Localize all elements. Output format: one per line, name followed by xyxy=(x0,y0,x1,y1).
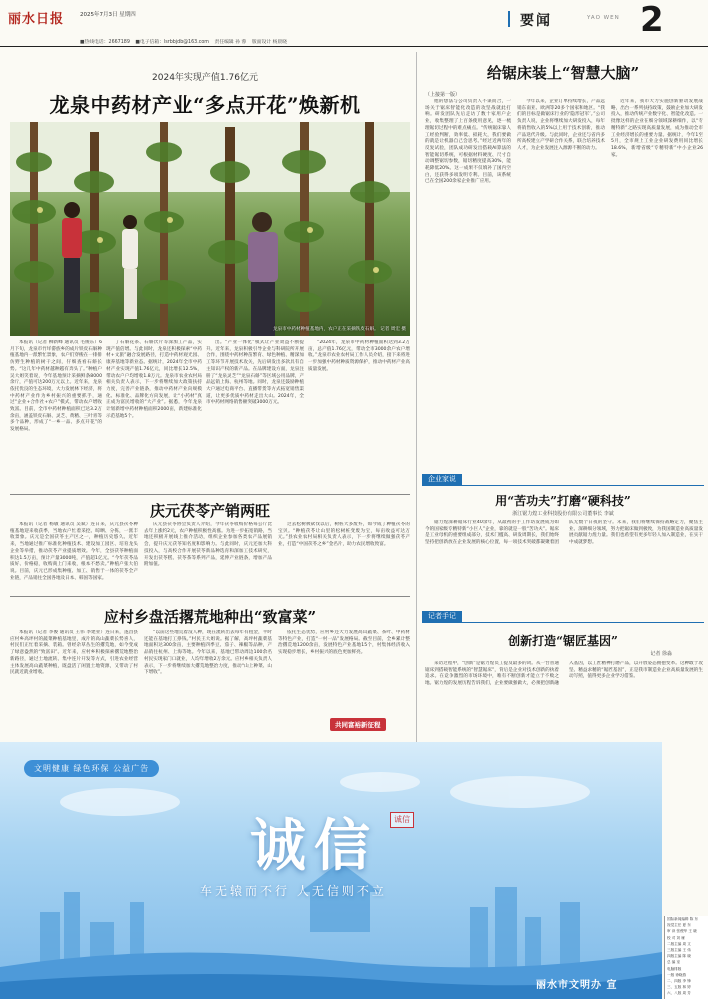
staff-item: 电脑排版 xyxy=(667,966,682,971)
right-headline: 给锯床装上“智慧大脑” xyxy=(486,64,640,82)
middle-rule-top xyxy=(10,494,410,495)
notes-body: 采访过程中，“创新”是锯力煌员工提及最多的词。从一台普通锯床到搭载智能系统的“智慧锯床”，背后是企业对技术创新的执着追求。在竞争激烈的市场环境中，唯有不断创新才能立于不败之地。锯力煌的发展历程告诉我们，企业要做强做大，必须把创新融入基因，以工匠精神打磨产品，以开放姿态拥抱变革。这种敢于攻坚、精益求精的“锯匠基因”，正是我市制造业企业高质量发展的生动写照，值得更多企业学习借鉴。 xyxy=(425,661,703,687)
staff-item: 国际新闻编辑 陈 东 xyxy=(667,917,699,921)
newspaper-logo: 丽水日报 xyxy=(8,12,65,27)
section-title-en: YAO WEN xyxy=(587,15,620,21)
notes-byline: 记者 徐淼 xyxy=(650,651,672,657)
ad-seal: 诚信 xyxy=(390,812,414,828)
staff-item: 二、四版 李 锋 xyxy=(667,979,691,984)
right-body-col2: 今年以来，企业订单持续增长，产品远销东南亚、欧洲等20多个国家和地区。“我们的目标是做锯床行业的‘隐形冠军’。”公司负责人说，企业将继续加大研发投入，每年将销售收入的5%以上用于技术创新，推动产品迭代升级。与此同时，企业还与省内多所高校建立产学研合作关系，联合培养技术人才，为企业发展注入源源不断的动力。 xyxy=(517,99,605,151)
staff-item: 一版 徐晓燕 xyxy=(667,972,687,977)
right-body-col3: 近年来，我市大力实施创新驱动发展战略，出台一系列扶持政策，鼓励企业加大研发投入，推动传统产业数字化、智能化改造。一批像这样的企业在细分领域深耕细作，以“专精特新”之路实现高质量发展，成为推动全市工业经济增长的重要力量。据统计，今年1至5月，全市规上工业企业研发费用同比增长18.6%，新增省级“专精特新”中小企业26家。 xyxy=(611,99,703,158)
section-divider-bar xyxy=(508,11,510,27)
section-title: 要闻 xyxy=(520,13,552,29)
lead-body-col3: 出。“产业一体化”模式让产业效益不断提升。近年来，龙泉积极引导企业与科研院所开展合作，围绕中药材种苗繁育、绿色种植、精深加工等环节开展技术攻关，先后研发出多款具有自主知识产权的新产品。在品牌建设方面，龙泉注册了“龙泉灵芝”“龙泉石斛”等区域公用品牌，产品远销上海、杭州等地。同时，龙泉还鼓励种植大户通过电商平台、直播带货等方式拓宽销售渠道，让更多优质中药材走出大山。2024年，全市中药材网络销售额突破3000万元。 xyxy=(206,340,304,406)
yingcun-body-col2: “以前这些地荒着没人种，现在流转出去每年有租金，平时还能在基地打工挣钱。”村民王大姐说。据了解，高坪村蔬菜基地面积达300余亩，主要种植四季豆、茄子、辣椒等品种，产品销往杭州、上海等地。今年以来，基地已带动周边100余名村民实现家门口就业，人均年增收2万余元。应村乡相关负责人表示，下一步将继续加大撂荒地整治力度，推动“山上种菜、山下增收”。 xyxy=(144,630,272,676)
ad-footer: 丽水市文明办 宣 xyxy=(536,980,618,991)
fuling-headline: 庆元茯苓产销两旺 xyxy=(149,502,270,520)
middle-rule-2 xyxy=(10,596,410,597)
staff-item: 二版主编 周 文 xyxy=(667,941,691,946)
staff-item: 三、五版 林 婷 xyxy=(667,985,691,990)
fuling-body-col1: 本报讯（记者 杨敏 通讯员 吴斌）连日来，庆元县茯苓种植基地迎来收获季，当地农户忙着采挖、晾晒、分拣，一派丰收景象。庆元是全国茯苓主产区之一，种植历史悠久。近年来，当地通过推广标准化种植技术、建设加工园区、培育龙头企业等举措，推动茯苓产业提质增效。今年，全县茯苓种植面积达1.5万亩，预计产量3000吨，产值超1亿元。“今年茯苓品质好、价格稳，收购商上门来收，根本不愁卖。”种植户张大伯说。目前，庆元已形成集种植、加工、销售于一体的茯苓全产业链，产品销往全国各地及日本、韩国等国家。 xyxy=(10,522,138,581)
common-prosperity-badge: 共同富裕新征程 xyxy=(330,718,386,731)
notes-section-label: 记者手记 xyxy=(422,611,462,622)
enterprise-rule xyxy=(422,485,704,486)
ad-banner: 文明健康 绿色环保 公益广告 xyxy=(24,760,159,777)
yingcun-body-col1: 本报讯（记者 李俊 通讯员 王伟 李建业）连日来，遂昌县应村乡高坪村的蔬菜种植基地里，成片的高山蔬菜长势喜人，村民们正忙着采摘、装箱。曾经杂草丛生的撂荒地，如今变成了绿意盎然的“致富田”。近年来，应村乡积极探索撂荒地整治新路径，通过土地流转、集中连片开发等方式，引进农业经营主体发展高山蔬菜种植，既盘活了闲置土地资源，又带动了村民就近就业增收。 xyxy=(10,630,138,676)
masthead-rule xyxy=(0,46,708,47)
staff-item: 校 对 刘 雁 xyxy=(667,935,685,940)
public-service-ad xyxy=(0,742,662,999)
staff-box xyxy=(664,916,708,999)
farmer-left xyxy=(62,202,82,313)
masthead xyxy=(0,0,708,46)
hotline: ■热线电话：2667189 xyxy=(80,40,130,45)
farmer-right xyxy=(248,212,278,336)
lead-body-col2: 了石斛花茶、石斛饮片等深加工产品，实现产值倍增。与此同时，龙泉还积极探索“中药材+文旅”融合发展路径，打造中药材观光园、康养基地等新业态。据统计，2024年全市中药材产业实现产值1.76亿元，同比增长12.5%，带动农户户均增收1.8万元。龙泉市农业农村局相关负责人表示，下一步将继续加大政策扶持力度，完善产业链条，推动中药材产业向规模化、标准化、品牌化方向发展，让“小药材”真正成为富民增收的“大产业”。据悉，今年龙泉计划新增中药材种植面积2000亩，新建标准化示范基地5个。 xyxy=(106,340,202,419)
ad-slogan: 车无辕而不行 人无信则不立 xyxy=(200,884,387,898)
fuling-body-col2: 庆元县茯苓协会负责人介绍，今年茯苓收购价格每公斤比去年上涨约2元，农户种植积极性高涨。为进一步拓宽销路，当地还积极开展线上推介活动，组织企业参加各类农产品展销会，提升庆元茯苓知名度和影响力。与此同时，庆元还加大科技投入，与高校合作开展茯苓新品种选育和深加工技术研究，开发出茯苓糕、茯苓茶等系列产品，延伸产业链条，增加产品附加值。 xyxy=(144,522,272,568)
enterprise-byline: 浙江锯力煌工业科技股份有限公司董事长 李斌 xyxy=(512,511,614,517)
email: ■电子信箱：lsrbbjdb@163.com xyxy=(135,40,209,45)
fuling-body-col3: 过去松树被砍伐以后，树桩大多废弃，如今成了种植茯苓的宝贝。“种植茯苓让山里的松树桩变废为宝，每亩收益可达万元。”县农业农村局相关负责人表示，下一步将继续做强茯苓产业，打造“中国茯苓之乡”金名片，助力农民增收致富。 xyxy=(278,522,410,548)
staff-item: 三版主编 王 伟 xyxy=(667,948,691,953)
designer: 版面设计 杨晨晓 xyxy=(251,40,287,45)
lead-body-col4: “2024年，龙泉市中药材种植面积达到3.2万亩，总产值1.76亿元，带动全市3000余户农户增收。”龙泉市农业农村局工作人员介绍，接下来将进一步加强中药材种质资源保护，推动中药材产业高质量发展。 xyxy=(308,340,410,372)
staff-list xyxy=(667,916,708,997)
ad-big-text: 诚信 xyxy=(250,813,378,879)
page-number: 2 xyxy=(640,0,664,40)
notes-headline: 创新打造“锯匠基因” xyxy=(508,634,618,648)
enterprise-body: 锯力煌深耕锯床行业40余年，从最初的手工作坊发展成为如今的国家级专精特新“小巨人”企业，靠的就是一股“苦功夫”。锯床是工业母机的重要组成部分，技术门槛高、研发周期长，我们始终坚持把创新放在企业发展的核心位置，每一项技术突破都凝聚着团队无数个日夜的坚守。未来，我们将继续保持战略定力，聚焦主业、深耕细分领域，努力把锯床做到极致，为我国制造业高质量发展贡献锯力煌力量。我们也希望有更多年轻人加入制造业，在实干中成就梦想。 xyxy=(425,520,703,546)
issue-date: 2025年7月3日 星期四 xyxy=(80,12,136,18)
lead-headline: 龙泉中药材产业“多点开花”焕新机 xyxy=(49,93,361,117)
staff-item: 总 编 室 xyxy=(667,960,681,965)
photo-caption: 龙泉市中药材种植基地内，农户正在采摘铁皮石斛。 记者 周宏 摄 xyxy=(272,327,406,332)
enterprise-section-label: 企业家说 xyxy=(422,474,462,485)
right-subtitle: （上接第一版） xyxy=(425,92,461,98)
yingcun-body-col3: 依托生态优势，应村乡还大力发展高山蔬菜、茶叶、中药材等特色产业，打造“一村一品”发展格局。截至目前，全乡累计整治撂荒地1200余亩，发展特色产业基地15个，村集体经济收入实现稳步增长，乡村振兴的底色更加鲜亮。 xyxy=(278,630,410,656)
staff-item: 审 读 张俊华 王 晓 xyxy=(667,929,697,934)
yingcun-headline: 应村乡盘活撂荒地种出“致富菜” xyxy=(103,608,317,626)
farmer-middle xyxy=(122,215,138,319)
page-vertical-divider xyxy=(416,52,417,742)
notes-rule xyxy=(422,622,704,623)
editor: 责任编辑 孙 蓉 xyxy=(214,40,247,45)
staff-item: 视觉主任 夏 东 xyxy=(667,923,691,928)
lead-kicker: 2024年实现产值1.76亿元 xyxy=(152,73,258,83)
staff-item: 六、八版 周 芳 xyxy=(667,991,691,996)
staff-item: 四版主编 陈 晓 xyxy=(667,954,691,959)
lead-body-col1: 本报讯（记者 柳新峰 通讯员 毛俊东）6月下旬，龙泉市竹垟畲族乡的成片铁皮石斛种植基地内一派繁忙景象，农户们穿梭在一排排仿野生种植的树干之间，仔细查看石斛长势。“这几年中药材越种越有奔头了。”种植户吴大姐笑着说，今年基地预计采摘鲜条8000余斤，产值可达200万元以上。近年来，龙泉依托优良的生态环境，大力发展林下经济，将中药材产业作为乡村振兴的重要抓手，通过“企业+合作社+农户”模式，带动农户增收致富。目前，全市中药材种植面积已达3.2万余亩，涵盖铁皮石斛、灵芝、黄精、三叶青等多个品种，形成了“一乡一品、多点开花”的发展格局。 xyxy=(10,340,102,433)
right-body-col1: 他的想法与公司负责人不谋而合，一场关于锯床智能化改造的攻坚战就此打响。研发团队先后走访了数十家用户企业，收集整理了上百条使用意见，逐一梳理锯切过程中的难点痛点。“传统锯床靠人工经验判断，效率低、损耗大，我们要做的就是让机器自己会思考。”经过近两年的反复试验，团队成功研发出搭载AI算法的智能锯切系统，可根据材料硬度、尺寸自动调整锯切参数，锯切精度提高30%，能耗降低20%。这一成果不仅填补了国内空白，还获得多项发明专利。目前，该系统已在全国200余家企业推广应用。 xyxy=(425,99,511,185)
greenhouse-scene xyxy=(10,122,410,336)
lead-photo xyxy=(10,122,410,336)
masthead-info-row xyxy=(80,38,500,46)
enterprise-headline: 用“苦功夫”打磨“硬科技” xyxy=(495,494,631,508)
